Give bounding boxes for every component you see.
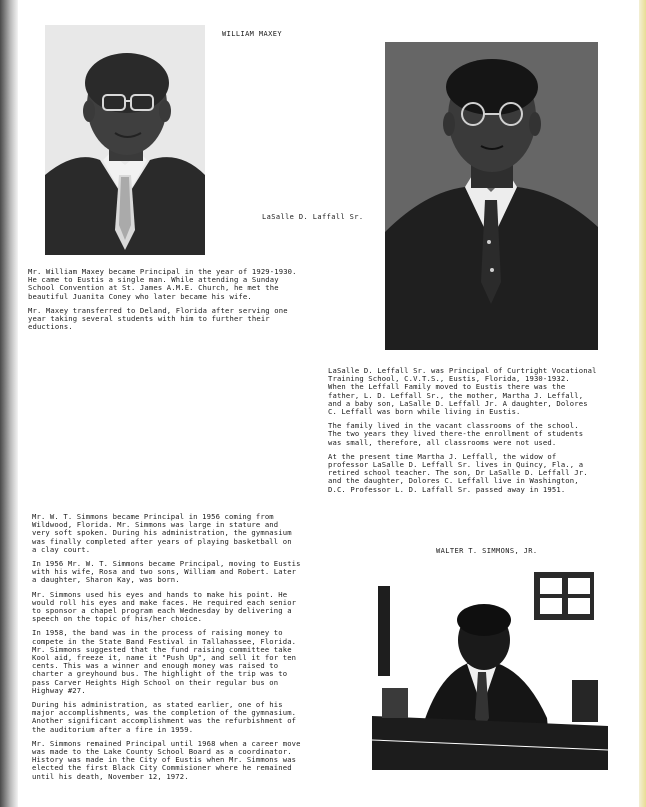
laffall-paragraph: The family lived in the vacant classrooms of the school. The two years they lived there-the enrollment of students was small, therefore, all classrooms were not used. <box>328 421 584 447</box>
simmons-paragraph: In 1958, the band was in the process of raising money to compete in the State Band Festival in Tallahassee, Florida. Mr. Simmons suggested that the fund raising committee take Kool aid, freeze it, name it "Push Up", and sell it for ten cents. This was a winner and enough money was raised to charter a greyhound bus. The highlight of the trip was to pass Carver Heights High School on their regular bus on Highway #27. <box>32 628 297 695</box>
laffall-paragraph: LaSalle D. Leffall Sr. was Principal of Curtright Vocational Training School, C.V.T.S., Eustis, Florida, 1930-1932. When the Leffall Family moved to Eustis there was the father, L. D. Leffall Sr., the mother, Martha J. Leffall, and a baby son, LaSalle D. Leffall Jr. A daughter, Dolores C. Leffall was born while living in Eustis. <box>328 366 597 417</box>
photo-william-maxey <box>45 25 205 255</box>
simmons-paragraph: Mr. Simmons used his eyes and hands to make his point. He would roll his eyes and make faces. He required each senior to sponsor a chapel program each Wednesday by delivering a speech on the topic of his/her choice. <box>32 589 297 624</box>
caption-laffall: LaSalle D. Laffall Sr. <box>262 213 364 221</box>
simmons-paragraph: In 1956 Mr. W. T. Simmons became Principal, moving to Eustis with his wife, Rosa and two sons, William and Robert. Later a daughter, Sharon Kay, was born. <box>32 559 301 585</box>
caption-walter-simmons: WALTER T. SIMMONS, JR. <box>436 547 538 555</box>
simmons-paragraph: Mr. W. T. Simmons became Principal in 1956 coming from Wildwood, Florida. Mr. Simmons was large in stature and very soft spoken. During his administration, the gymnasium was finally completed after years of playing basketball on a clay court. <box>32 512 292 554</box>
page-binding-shadow <box>0 0 18 807</box>
text-simmons <box>32 513 362 787</box>
simmons-paragraph: During his administration, as stated earlier, one of his major accomplishments, was the completion of the gymnasium. Another significant accomplishment was the refurbishment of the auditorium after a fire in 1959. <box>32 700 297 734</box>
photo-walter-simmons <box>372 568 608 770</box>
maxey-paragraph: Mr. Maxey transferred to Deland, Florida after serving one year taking several students with him to further their eductions. <box>28 305 288 332</box>
caption-william-maxey: WILLIAM MAXEY <box>222 30 282 38</box>
photo-laffall <box>385 42 598 350</box>
text-laffall <box>328 367 628 500</box>
text-maxey <box>28 268 358 337</box>
laffall-paragraph: At the present time Martha J. Leffall, the widow of professor LaSalle D. Leffall Sr. lives in Quincy, Fla., a retired school teacher. The son, Dr LaSalle D. Leffall Jr. and the daughter, Dolores C. Leffall live in Washington, D.C. Professor L. D. Laffall Sr. passed away in 1951. <box>328 451 588 494</box>
page-edge-tint <box>639 0 646 807</box>
maxey-paragraph: Mr. William Maxey became Principal in the year of 1929-1930. He came to Eustis a single man. While attending a Sunday School Convention at St. James A.M.E. Church, he met the beautiful Juanita Coney who later became his wife. <box>28 267 297 301</box>
simmons-paragraph: Mr. Simmons remained Principal until 1968 when a career move was made to the Lake County School Board as a coordinator. History was made in the City of Eustis when Mr. Simmons was elected the first Black City Commisioner where he remained until his death, November 12, 1972. <box>32 738 301 781</box>
